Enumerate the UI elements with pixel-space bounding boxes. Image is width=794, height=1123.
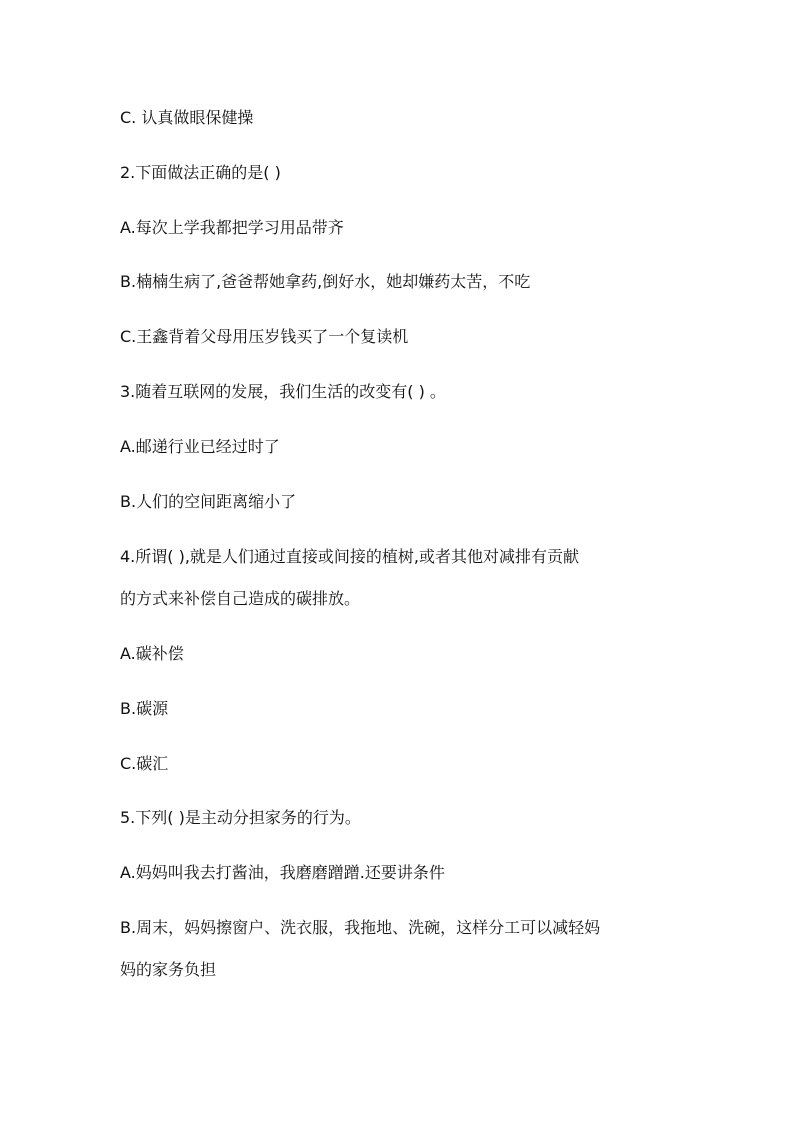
question-2-option-c: C.王鑫背着父母用压岁钱买了一个复读机 <box>120 327 409 346</box>
question-5-option-a: A.妈妈叫我去打酱油，我磨磨蹭蹭.还要讲条件 <box>120 863 445 882</box>
question-4-option-b: B.碳源 <box>120 699 169 718</box>
question-3: 3.随着互联网的发展，我们生活的改变有( ) 。 <box>120 382 446 401</box>
question-5-option-b-line-1: B.周末，妈妈擦窗户、洗衣服，我拖地、洗碗，这样分工可以减轻妈 <box>120 918 601 937</box>
question-5-option-b-line-2: 妈的家务负担 <box>120 960 217 979</box>
question-4-option-a: A.碳补偿 <box>120 644 184 663</box>
question-2: 2.下面做法正确的是( ) <box>120 163 281 182</box>
question-4-option-c: C.碳汇 <box>120 754 169 773</box>
question-4-line-2: 的方式来补偿自己造成的碳排放。 <box>120 589 361 608</box>
option-c-eye-exercise: C. 认真做眼保健操 <box>120 108 254 127</box>
question-2-option-a: A.每次上学我都把学习用品带齐 <box>120 218 344 237</box>
question-4-line-1: 4.所谓( ),就是人们通过直接或间接的植树,或者其他对减排有贡献 <box>120 547 580 566</box>
question-3-option-a: A.邮递行业已经过时了 <box>120 437 280 456</box>
question-5: 5.下列( )是主动分担家务的行为。 <box>120 808 361 827</box>
question-2-option-b: B.楠楠生病了,爸爸帮她拿药,倒好水，她却嫌药太苦，不吃 <box>120 272 531 291</box>
question-3-option-b: B.人们的空间距离缩小了 <box>120 492 297 511</box>
